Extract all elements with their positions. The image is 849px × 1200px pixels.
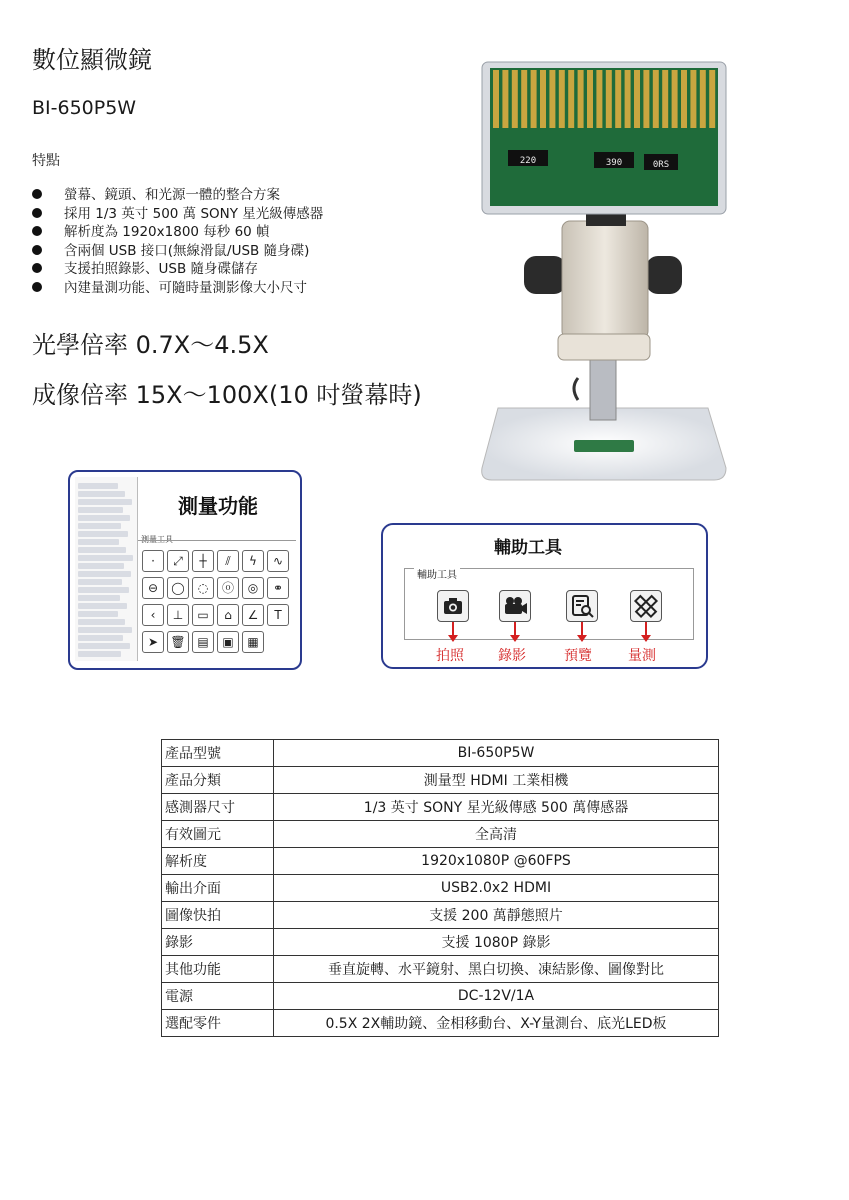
spec-value: BI-650P5W — [274, 740, 719, 767]
pcb-gold-finger — [690, 70, 696, 128]
measure-tool-button[interactable]: ∿ — [267, 550, 289, 572]
table-row — [162, 902, 719, 929]
imaging-magnification: 成像倍率 15X～100X(10 吋螢幕時) — [32, 381, 422, 409]
spec-key: 輸出介面 — [162, 875, 274, 902]
measure-label: 量測 — [628, 648, 656, 664]
mini-toolbar-row — [78, 603, 127, 609]
arrow-icon — [514, 622, 516, 636]
chip-label: 390 — [605, 158, 623, 168]
mini-toolbar-row — [78, 563, 124, 569]
pcb-gold-finger — [662, 70, 668, 128]
pcb-gold-finger — [540, 70, 546, 128]
microscope-body — [562, 221, 648, 339]
spec-value: DC-12V/1A — [274, 983, 719, 1010]
spec-key: 有效圖元 — [162, 821, 274, 848]
record-button[interactable] — [499, 590, 531, 622]
mini-toolbar-row — [78, 611, 118, 617]
pcb-gold-finger — [596, 70, 602, 128]
mini-toolbar-sidebar — [75, 477, 138, 661]
list-item — [32, 223, 323, 242]
focus-knob-left — [524, 256, 566, 294]
spec-key: 感測器尺寸 — [162, 794, 274, 821]
measure-tool-button[interactable]: ⌂ — [217, 604, 239, 626]
pcb-gold-finger — [587, 70, 593, 128]
pcb-gold-finger — [502, 70, 508, 128]
pcb-gold-finger — [653, 70, 659, 128]
table-row — [162, 1010, 719, 1037]
spec-key: 圖像快拍 — [162, 902, 274, 929]
table-row — [162, 848, 719, 875]
measure-tool-button[interactable]: ▤ — [192, 631, 214, 653]
ruler-pencil-icon — [631, 591, 661, 621]
measure-tool-button[interactable]: 🗑 — [167, 631, 189, 653]
feature-text: 含兩個 USB 接口(無線滑鼠/USB 隨身碟) — [64, 242, 310, 259]
mini-toolbar-row — [78, 651, 121, 657]
feature-text: 解析度為 1920x1800 每秒 60 幀 — [64, 224, 270, 240]
chip-label: 220 — [519, 156, 537, 166]
pcb-gold-finger — [606, 70, 612, 128]
measure-tool-button[interactable]: · — [142, 550, 164, 572]
bullet-icon — [32, 189, 42, 199]
table-row — [162, 929, 719, 956]
feature-text: 內建量測功能、可隨時量測影像大小尺寸 — [64, 279, 307, 296]
spec-key: 解析度 — [162, 848, 274, 875]
mini-toolbar-row — [78, 499, 132, 505]
mini-toolbar-row — [78, 627, 132, 633]
spec-value: 垂直旋轉、水平鏡射、黑白切換、凍結影像、圖像對比 — [274, 956, 719, 983]
spec-table — [161, 739, 719, 1037]
measure-tool-button[interactable]: ▦ — [242, 631, 264, 653]
mini-toolbar-row — [78, 531, 128, 537]
measure-tool-button[interactable]: ⫽ — [217, 550, 239, 572]
spec-key: 產品型號 — [162, 740, 274, 767]
optical-magnification: 光學倍率 0.7X～4.5X — [32, 331, 269, 359]
spec-value: 支援 200 萬靜態照片 — [274, 902, 719, 929]
measure-tools-label: 測量工具 — [141, 535, 173, 544]
spec-value: 1/3 英寸 SONY 星光級傳感 500 萬傳感器 — [274, 794, 719, 821]
record-label: 錄影 — [498, 648, 526, 664]
measure-tool-button[interactable]: ⊖ — [142, 577, 164, 599]
spec-value: 1920x1080P @60FPS — [274, 848, 719, 875]
pcb-gold-finger — [672, 70, 678, 128]
camera-icon — [438, 591, 468, 621]
measure-tool-button[interactable]: ⓞ — [217, 577, 239, 599]
pcb-gold-finger — [634, 70, 640, 128]
feature-text: 採用 1/3 英寸 500 萬 SONY 星光級傳感器 — [64, 205, 324, 222]
pcb-gold-finger — [559, 70, 565, 128]
mini-toolbar-row — [78, 595, 120, 601]
measure-tool-button[interactable]: ➤ — [142, 631, 164, 653]
mini-toolbar-row — [78, 555, 133, 561]
measure-tool-button[interactable]: ∠ — [242, 604, 264, 626]
pcb-gold-finger — [568, 70, 574, 128]
arrow-icon — [645, 622, 647, 636]
bullet-icon — [32, 208, 42, 218]
spec-value: 全高清 — [274, 821, 719, 848]
spec-value: 測量型 HDMI 工業相機 — [274, 767, 719, 794]
aux-tools-title: 輔助工具 — [494, 538, 562, 558]
spec-key: 選配零件 — [162, 1010, 274, 1037]
mini-toolbar-row — [78, 491, 125, 497]
list-item — [32, 186, 323, 205]
mini-toolbar-row — [78, 547, 126, 553]
focus-knob-right — [646, 256, 682, 294]
pcb-gold-finger — [643, 70, 649, 128]
pcb-gold-finger — [625, 70, 631, 128]
list-item — [32, 279, 323, 298]
pcb-gold-finger — [512, 70, 518, 128]
preview-label: 預覽 — [564, 648, 592, 664]
mini-toolbar-row — [78, 635, 123, 641]
spec-value: USB2.0x2 HDMI — [274, 875, 719, 902]
measure-tool-button[interactable]: ◯ — [167, 577, 189, 599]
measure-tool-button[interactable]: ▭ — [192, 604, 214, 626]
camera-button[interactable] — [437, 590, 469, 622]
mini-toolbar-row — [78, 515, 130, 521]
spec-key: 產品分類 — [162, 767, 274, 794]
mini-toolbar-row — [78, 507, 123, 513]
pcb-gold-finger — [578, 70, 584, 128]
features-heading: 特點 — [32, 153, 60, 169]
measure-tool-button[interactable]: ‹ — [142, 604, 164, 626]
pcb-gold-finger — [615, 70, 621, 128]
measure-button[interactable] — [630, 590, 662, 622]
pcb-gold-finger — [700, 70, 706, 128]
bullet-icon — [32, 263, 42, 273]
document-search-icon — [567, 591, 597, 621]
feature-text: 螢幕、鏡頭、和光源一體的整合方案 — [64, 187, 280, 203]
measure-tool-button[interactable]: ⊥ — [167, 604, 189, 626]
measurement-panel-title: 測量功能 — [178, 494, 258, 518]
table-row — [162, 821, 719, 848]
mini-toolbar-row — [78, 643, 130, 649]
pcb-gold-finger — [493, 70, 499, 128]
measure-tool-button[interactable]: ◎ — [242, 577, 264, 599]
feature-text: 支援拍照錄影、USB 隨身碟儲存 — [64, 261, 259, 277]
table-row — [162, 767, 719, 794]
table-row — [162, 794, 719, 821]
table-row — [162, 956, 719, 983]
bullet-icon — [32, 226, 42, 236]
spec-key: 電源 — [162, 983, 274, 1010]
pcb-gold-finger — [549, 70, 555, 128]
list-item — [32, 242, 323, 261]
microscope-image — [478, 58, 730, 488]
arrow-icon — [581, 622, 583, 636]
mini-toolbar-row — [78, 619, 125, 625]
video-camera-icon — [500, 591, 530, 621]
table-row — [162, 875, 719, 902]
list-item — [32, 260, 323, 279]
spec-key: 錄影 — [162, 929, 274, 956]
pcb-gold-finger — [531, 70, 537, 128]
measure-tool-button[interactable]: ┼ — [192, 550, 214, 572]
mini-toolbar-row — [78, 523, 121, 529]
chip-label: 0RS — [652, 160, 670, 170]
mini-toolbar-row — [78, 587, 129, 593]
page-title: 數位顯微鏡 — [32, 46, 152, 74]
pcb-gold-finger — [681, 70, 687, 128]
pcb-gold-finger — [521, 70, 527, 128]
measure-tool-button[interactable]: ▣ — [217, 631, 239, 653]
measure-tool-button[interactable]: ◌ — [192, 577, 214, 599]
mini-toolbar-row — [78, 579, 122, 585]
sample-board — [574, 440, 634, 452]
preview-button[interactable] — [566, 590, 598, 622]
bullet-icon — [32, 282, 42, 292]
model-number: BI-650P5W — [32, 97, 137, 119]
aux-tools-subtitle: 輔助工具 — [414, 566, 460, 581]
bullet-icon — [32, 245, 42, 255]
mini-toolbar-row — [78, 539, 119, 545]
feature-list — [32, 186, 323, 297]
camera-label: 拍照 — [436, 648, 464, 664]
table-row — [162, 740, 719, 767]
measure-tools-grid — [138, 540, 296, 665]
stand-pole — [590, 358, 616, 420]
mini-toolbar-row — [78, 571, 131, 577]
spec-value: 0.5X 2X輔助鏡、金相移動台、X-Y量測台、底光LED板 — [274, 1010, 719, 1037]
mini-toolbar-row — [78, 483, 118, 489]
measure-tool-button[interactable]: T — [267, 604, 289, 626]
table-row — [162, 983, 719, 1010]
list-item — [32, 205, 323, 224]
arrow-icon — [452, 622, 454, 636]
spec-value: 支援 1080P 錄影 — [274, 929, 719, 956]
measure-tool-button[interactable]: ϟ — [242, 550, 264, 572]
measure-tool-button[interactable]: ⚭ — [267, 577, 289, 599]
spec-key: 其他功能 — [162, 956, 274, 983]
pcb-gold-finger — [709, 70, 715, 128]
measure-tool-button[interactable]: ⤢ — [167, 550, 189, 572]
